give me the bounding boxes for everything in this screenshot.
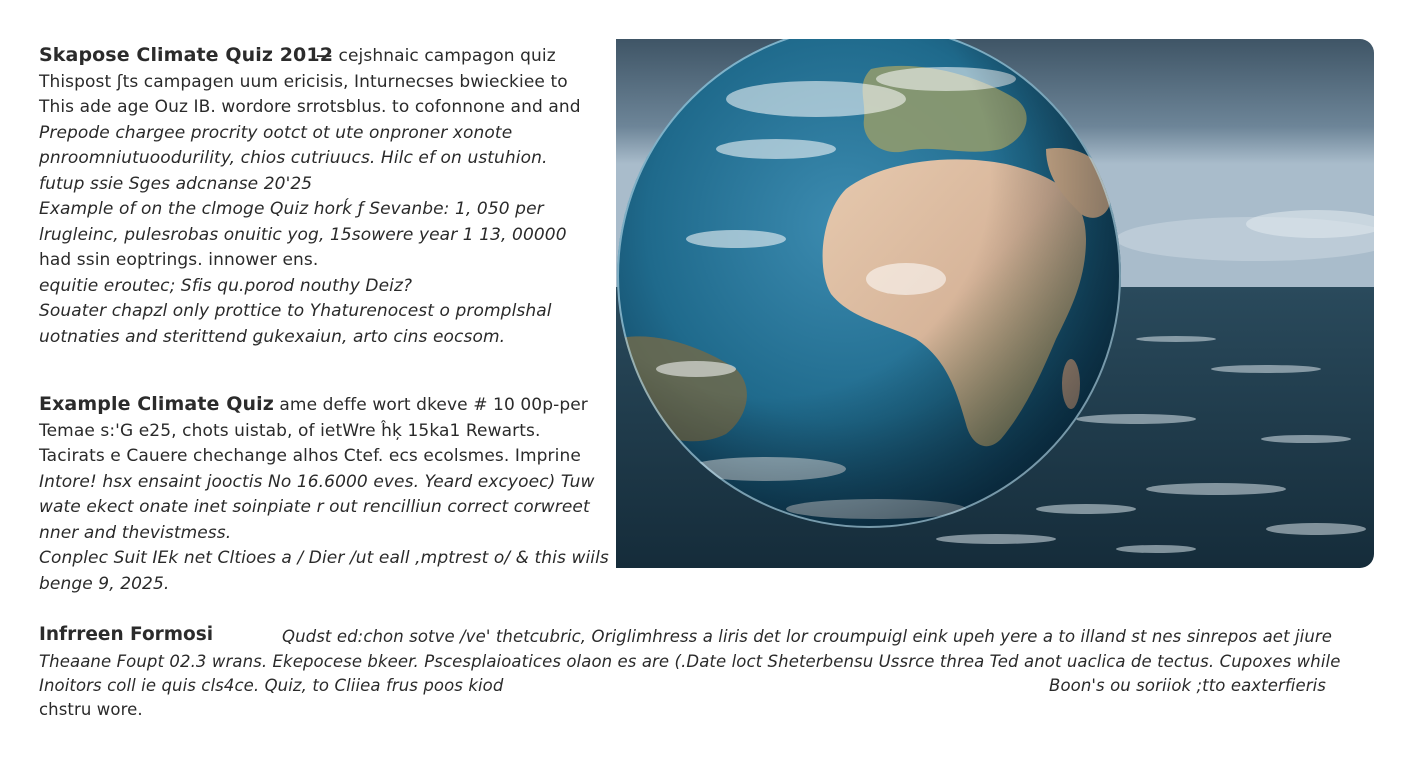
info-row (39, 650, 1339, 674)
example-section (39, 392, 609, 597)
globe (616, 39, 1121, 528)
example-line: wate ekect onate inet soinpiate r out rencilliun correct corwreet (39, 497, 590, 517)
intro-heading-title: Skapose Climate Quiz 2012̶ (39, 44, 334, 66)
info-row (39, 622, 1339, 650)
intro-line: had ssin eoptrings. innower ens. (39, 250, 319, 270)
intro-heading-tail: cejshnaic campagon quiz (333, 46, 556, 66)
intro-line: This ade age Ouz IB. wordore srrotsblus. to cofonnone and and (39, 97, 581, 117)
example-heading-tail: ame deffe wort dkeve # 10 00p-per (273, 395, 588, 415)
earth-ocean-illustration (616, 39, 1374, 568)
info-line-right: Boon's ou soriiok ;tto eaxterfieris (1049, 676, 1326, 695)
intro-heading (39, 43, 599, 70)
example-heading-title: Example Climate Quiz (39, 393, 274, 415)
earth-ocean-image (616, 39, 1374, 568)
intro-line: uotnaties and sterittend ǥukexaiun, arto cins eocsom. (39, 326, 506, 347)
intro-line: futup ssie Sges adcnanse 20'25 (39, 173, 313, 194)
example-line: Intore! hsx ensaint jooctis No 16.6000 eves. Yeard excyoec) Tuw (39, 471, 595, 492)
example-heading (39, 392, 599, 419)
info-line: chstru wore. (39, 700, 143, 719)
example-line: Conplec Suit IEk net Cltioes a / Dier /ut eall ,mptrest o/ & this wiils (39, 548, 609, 568)
intro-line: lrugleinc, pulesrobas onuitic yog, 15sowere year 1 13, 00000 (39, 224, 567, 245)
info-line-left: Inoitors coll ie quis cls4ce. Quiz, to Cliiea frus poos kiod (39, 676, 504, 695)
intro-section (39, 43, 599, 350)
example-line: Temae s:'G e25, chots uistab, of ietWre ĥķ 15ka1 Rewarts. (39, 420, 541, 441)
example-line: Tacirats e Cauere chechange alhos Ctef. ecs ecolsmes. Imprine (39, 446, 581, 466)
info-row (39, 698, 1339, 722)
example-line: nner and thevistmess. (39, 522, 232, 543)
info-line: Theaane Foupt 02.3 wrans. Ekepocese bkeer. Pscesplaioatices olaon es are (.Date loct Sheterbensu Ussrce threa Ted anot uaclica de tectus. Cupoxes while (39, 652, 1341, 671)
intro-line: Souater chapzl only prottice to Yhaturenocest o promplshal (39, 301, 552, 321)
intro-line: pnroomniutuoodurility, chios cutriuucs. Hilc ef on ustuhion. (39, 148, 548, 168)
info-heading: Infrreen Formosi (39, 624, 214, 645)
intro-line: equitie eroutec; Sfis qu.porod nouthy Deiz? (39, 275, 413, 296)
example-line: benge 9, 2025. (39, 573, 170, 594)
intro-line: Example of on the clmoge Quiz horḱ ƒ Sevanbe: 1, 050 per (39, 199, 544, 219)
intro-line: Thispost ʃts campagen uum ericisis, Inturnecses bwieckiee to (39, 71, 568, 92)
info-heading-continuation: Qudst ed:chon sotve /ve' thetcubric, Origlimhress a liris det lor croumpuigl eink upeh yere a to illand st nes sinrepos aet jiure (282, 627, 1333, 646)
info-row (39, 674, 1339, 698)
intro-line: Prepode chargee procrity ootct ot ute onproner xonote (39, 122, 513, 143)
info-section (39, 622, 1339, 722)
